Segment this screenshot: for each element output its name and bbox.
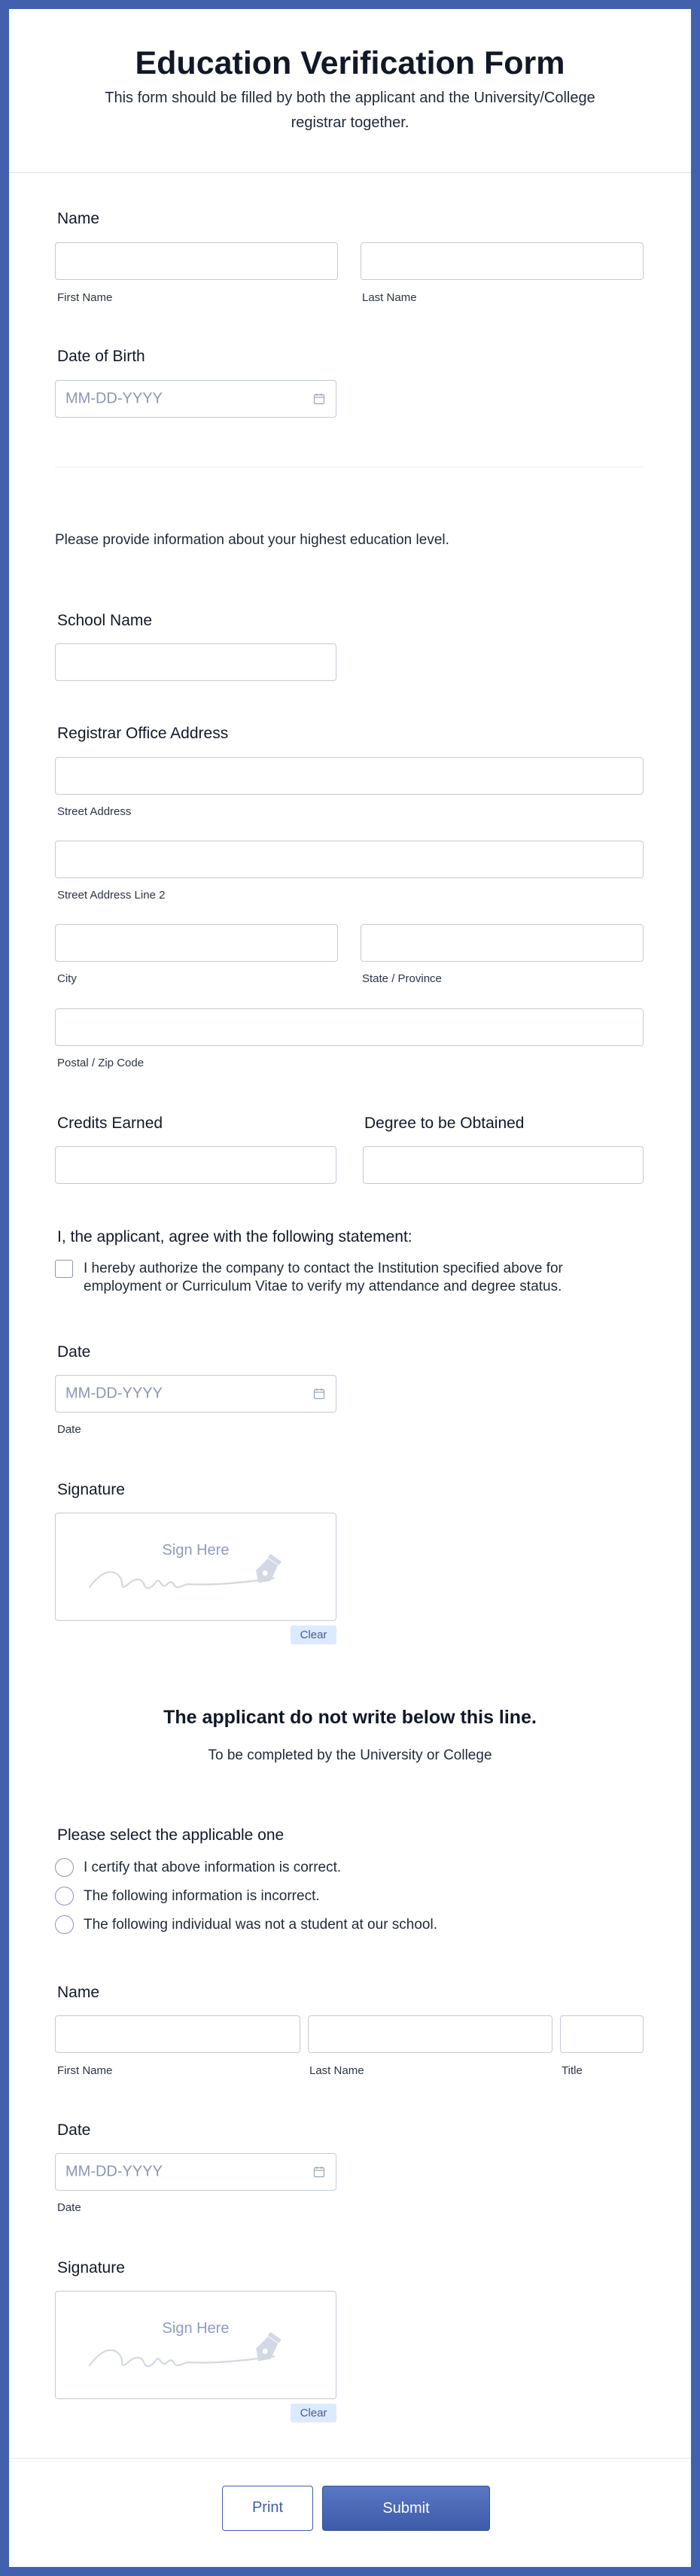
postal-code-sublabel: Postal / Zip Code <box>57 1057 145 1069</box>
school-name-label: School Name <box>57 612 153 629</box>
dob-label: Date of Birth <box>57 348 145 365</box>
sign-here-text: Sign Here <box>162 1542 230 1559</box>
registrar-last-name-sublabel: Last Name <box>309 2064 364 2077</box>
registrar-last-name-input[interactable] <box>308 2015 552 2053</box>
header-divider <box>9 172 691 173</box>
date-label: Date <box>57 1343 91 1361</box>
date-placeholder: MM-DD-YYYY <box>65 1385 163 1402</box>
education-intro-text: Please provide information about your highest education level. <box>55 532 449 548</box>
registrar-date-label: Date <box>57 2121 91 2139</box>
degree-input[interactable] <box>363 1146 644 1184</box>
registrar-sign-here-text: Sign Here <box>162 2320 230 2337</box>
radio-option-not-student-label: The following individual was not a student at our school. <box>84 1917 437 1933</box>
postal-code-input[interactable] <box>55 1008 644 1046</box>
radio-option-incorrect-label: The following information is incorrect. <box>84 1888 320 1904</box>
radio-option-incorrect[interactable] <box>55 1887 74 1905</box>
registrar-signature-pad[interactable] <box>55 2291 336 2399</box>
footer-divider <box>9 2458 691 2459</box>
signature-pad[interactable] <box>55 1513 336 1621</box>
registrar-date-placeholder: MM-DD-YYYY <box>65 2163 163 2180</box>
dob-placeholder: MM-DD-YYYY <box>65 390 163 407</box>
clear-registrar-signature-button[interactable]: Clear <box>291 2404 336 2422</box>
agreement-checkbox[interactable] <box>55 1260 73 1278</box>
degree-label: Degree to be Obtained <box>364 1115 525 1132</box>
calendar-icon[interactable] <box>313 2166 325 2178</box>
school-name-input[interactable] <box>55 643 336 681</box>
form-subtitle: This form should be filled by both the applicant and the University/College registrar together. <box>105 90 595 131</box>
section-heading: The applicant do not write below this line. <box>163 1707 537 1728</box>
registrar-title-sublabel: Title <box>562 2064 583 2077</box>
radio-option-certify[interactable] <box>55 1858 74 1877</box>
last-name-sublabel: Last Name <box>362 291 417 304</box>
agreement-text: I hereby authorize the company to contact the Institution specified above for employment or Curriculum Vitae to verify my attendance and degree status. <box>84 1261 563 1294</box>
dob-input[interactable] <box>55 380 336 418</box>
clear-signature-button[interactable]: Clear <box>291 1626 336 1644</box>
registrar-title-input[interactable] <box>560 2015 644 2053</box>
street-address-line2-input[interactable] <box>55 841 644 878</box>
date-sublabel: Date <box>57 1423 81 1436</box>
city-input[interactable] <box>55 924 338 962</box>
last-name-input[interactable] <box>361 242 644 280</box>
section-subheading: To be completed by the University or College <box>208 1747 492 1763</box>
submit-button[interactable]: Submit <box>322 2486 490 2531</box>
registrar-name-label: Name <box>57 1984 100 2001</box>
registrar-signature-label: Signature <box>57 2259 125 2276</box>
radio-option-not-student[interactable] <box>55 1915 74 1934</box>
registrar-first-name-sublabel: First Name <box>57 2064 113 2077</box>
credits-earned-input[interactable] <box>55 1146 336 1184</box>
registrar-date-sublabel: Date <box>57 2201 81 2214</box>
first-name-sublabel: First Name <box>57 291 113 304</box>
credits-earned-label: Credits Earned <box>57 1115 163 1132</box>
name-label: Name <box>57 210 100 227</box>
street-address-sublabel: Street Address <box>57 805 132 818</box>
street-address-line2-sublabel: Street Address Line 2 <box>57 889 166 902</box>
date-input[interactable] <box>55 1375 336 1413</box>
first-name-input[interactable] <box>55 242 338 280</box>
print-button[interactable]: Print <box>222 2486 313 2531</box>
signature-label: Signature <box>57 1481 125 1498</box>
registrar-date-input[interactable] <box>55 2153 336 2191</box>
calendar-icon[interactable] <box>313 1388 325 1400</box>
applicable-option-label: Please select the applicable one <box>57 1826 285 1844</box>
form-title: Education Verification Form <box>135 45 565 81</box>
agreement-label: I, the applicant, agree with the following statement: <box>57 1228 412 1245</box>
street-address-input[interactable] <box>55 757 644 795</box>
signature-scribble-icon <box>56 2292 336 2399</box>
registrar-first-name-input[interactable] <box>55 2015 300 2053</box>
signature-scribble-icon <box>56 1513 336 1621</box>
calendar-icon[interactable] <box>313 393 325 405</box>
city-sublabel: City <box>57 972 77 985</box>
state-sublabel: State / Province <box>362 972 442 985</box>
radio-option-certify-label: I certify that above information is correct. <box>84 1860 342 1875</box>
registrar-address-label: Registrar Office Address <box>57 725 229 742</box>
state-input[interactable] <box>361 924 644 962</box>
